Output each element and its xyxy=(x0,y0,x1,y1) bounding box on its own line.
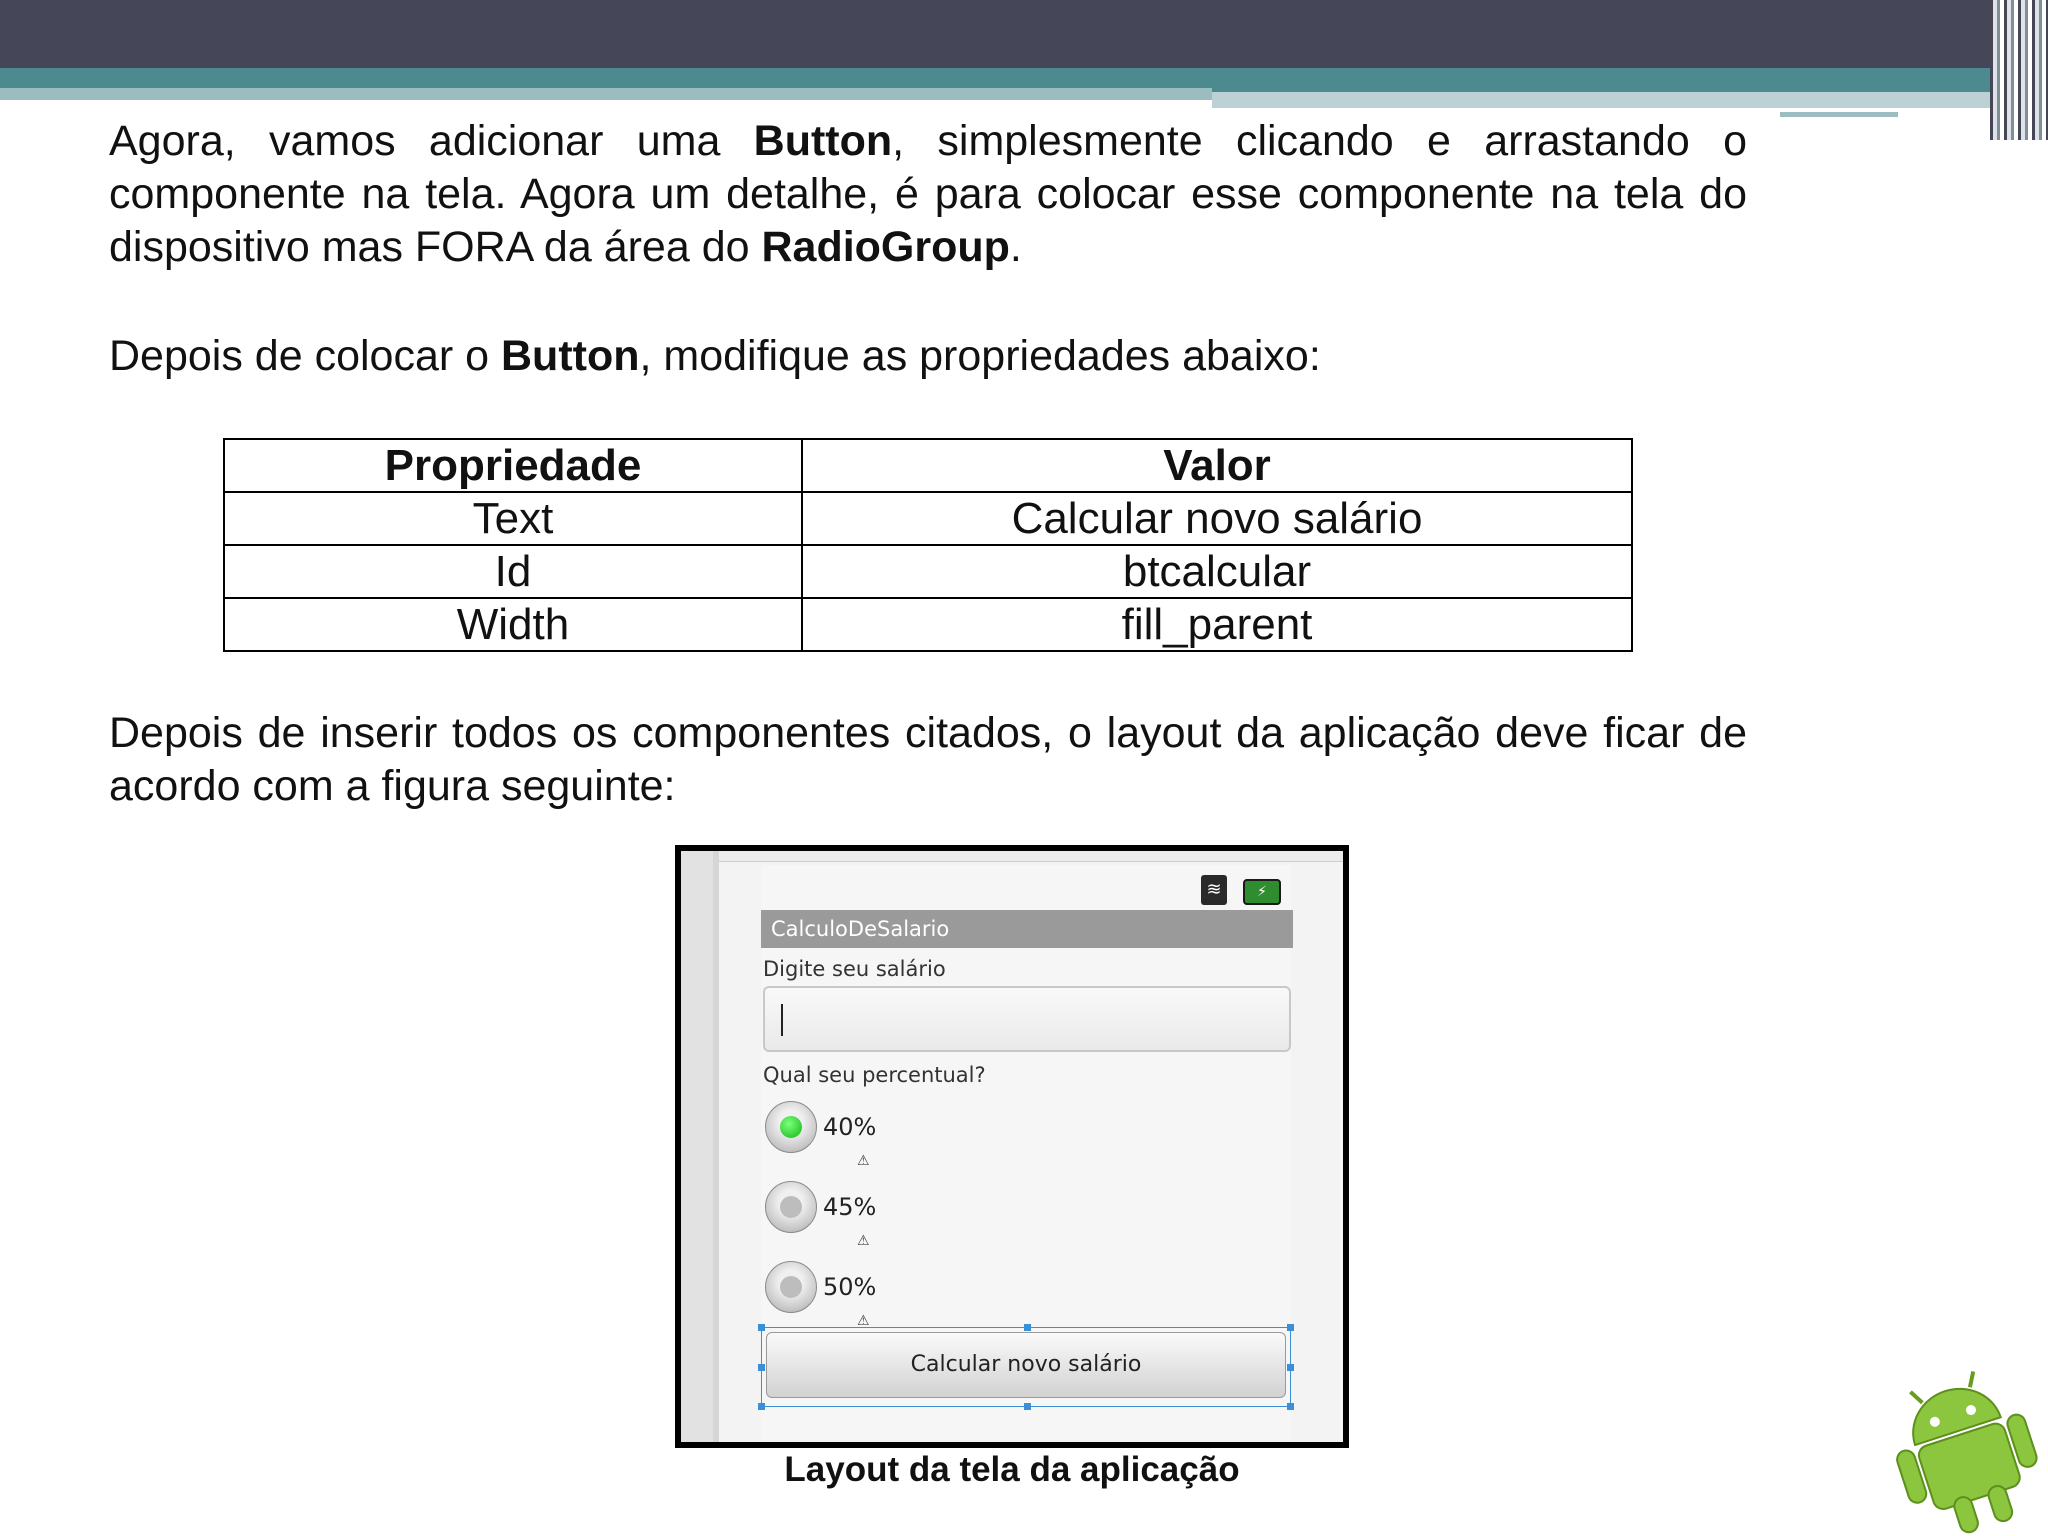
selection-handle[interactable] xyxy=(1024,1403,1031,1410)
radio-label: 50% xyxy=(823,1273,877,1301)
status-bar xyxy=(761,865,1291,903)
intro-paragraph: Agora, vamos adicionar uma Button, simplesmente clicando e arrastando o componente na tela. Agora um detalhe, é para colocar esse componente na tela do dispositivo mas FORA da área do RadioGroup. xyxy=(109,117,1747,271)
selection-handle[interactable] xyxy=(1287,1403,1294,1410)
radio-label: 45% xyxy=(823,1193,877,1221)
warning-icon: ⚠ xyxy=(857,1233,870,1249)
editor-side-strip xyxy=(681,851,714,1442)
header-accent-line xyxy=(1780,112,1898,117)
radio-40[interactable] xyxy=(765,1101,817,1153)
device-screen xyxy=(761,865,1291,1440)
table-cell: Text xyxy=(224,492,802,545)
app-layout-figure xyxy=(675,845,1349,1448)
salary-input[interactable] xyxy=(763,986,1291,1052)
table-cell: Id xyxy=(224,545,802,598)
android-logo xyxy=(1882,1370,2048,1536)
table-cell: btcalcular xyxy=(802,545,1632,598)
table-header-property: Propriedade xyxy=(224,439,802,492)
editor-top-strip xyxy=(719,851,1343,862)
app-title-bar: CalculoDeSalario xyxy=(761,910,1293,948)
radio-dot xyxy=(780,1276,802,1298)
signal-icon: ≋ xyxy=(1201,875,1227,905)
header-accent-stripe-right xyxy=(1212,92,1990,108)
selection-handle[interactable] xyxy=(758,1324,765,1331)
instruction-paragraph: Depois de colocar o Button, modifique as propriedades abaixo: xyxy=(109,332,1321,380)
table-header-value: Valor xyxy=(802,439,1632,492)
selection-handle[interactable] xyxy=(1287,1324,1294,1331)
figure-caption: Layout da tela da aplicação xyxy=(784,1450,1240,1489)
warning-icon: ⚠ xyxy=(857,1313,870,1329)
radio-label: 40% xyxy=(823,1113,877,1141)
button-selection-frame xyxy=(761,1327,1291,1407)
table-cell: Width xyxy=(224,598,802,651)
percent-label: Qual seu percentual? xyxy=(763,1063,986,1087)
header-accent-stripe xyxy=(0,88,1212,100)
text-cursor xyxy=(781,1004,783,1036)
header-bar xyxy=(0,0,1990,68)
radio-dot xyxy=(780,1196,802,1218)
layout-paragraph: Depois de inserir todos os componentes citados, o layout da aplicação deve ficar de acordo com a figura seguinte: xyxy=(109,709,1747,810)
table-row xyxy=(224,598,1632,651)
selection-handle[interactable] xyxy=(1024,1324,1031,1331)
header-edge-decoration xyxy=(1990,0,2048,140)
calculate-button[interactable]: Calcular novo salário xyxy=(766,1332,1286,1398)
radio-50[interactable] xyxy=(765,1261,817,1313)
selection-handle[interactable] xyxy=(758,1364,765,1371)
selection-handle[interactable] xyxy=(1287,1364,1294,1371)
salary-label: Digite seu salário xyxy=(763,957,946,981)
warning-icon: ⚠ xyxy=(857,1153,870,1169)
selection-handle[interactable] xyxy=(758,1403,765,1410)
editor-side-strip-edge xyxy=(713,851,719,1442)
table-row xyxy=(224,545,1632,598)
table-header-row xyxy=(224,439,1632,492)
radio-dot xyxy=(780,1116,802,1138)
table-cell: Calcular novo salário xyxy=(802,492,1632,545)
radio-45[interactable] xyxy=(765,1181,817,1233)
table-row xyxy=(224,492,1632,545)
properties-table xyxy=(223,438,1633,652)
table-cell: fill_parent xyxy=(802,598,1632,651)
battery-icon: ⚡ xyxy=(1243,879,1281,905)
